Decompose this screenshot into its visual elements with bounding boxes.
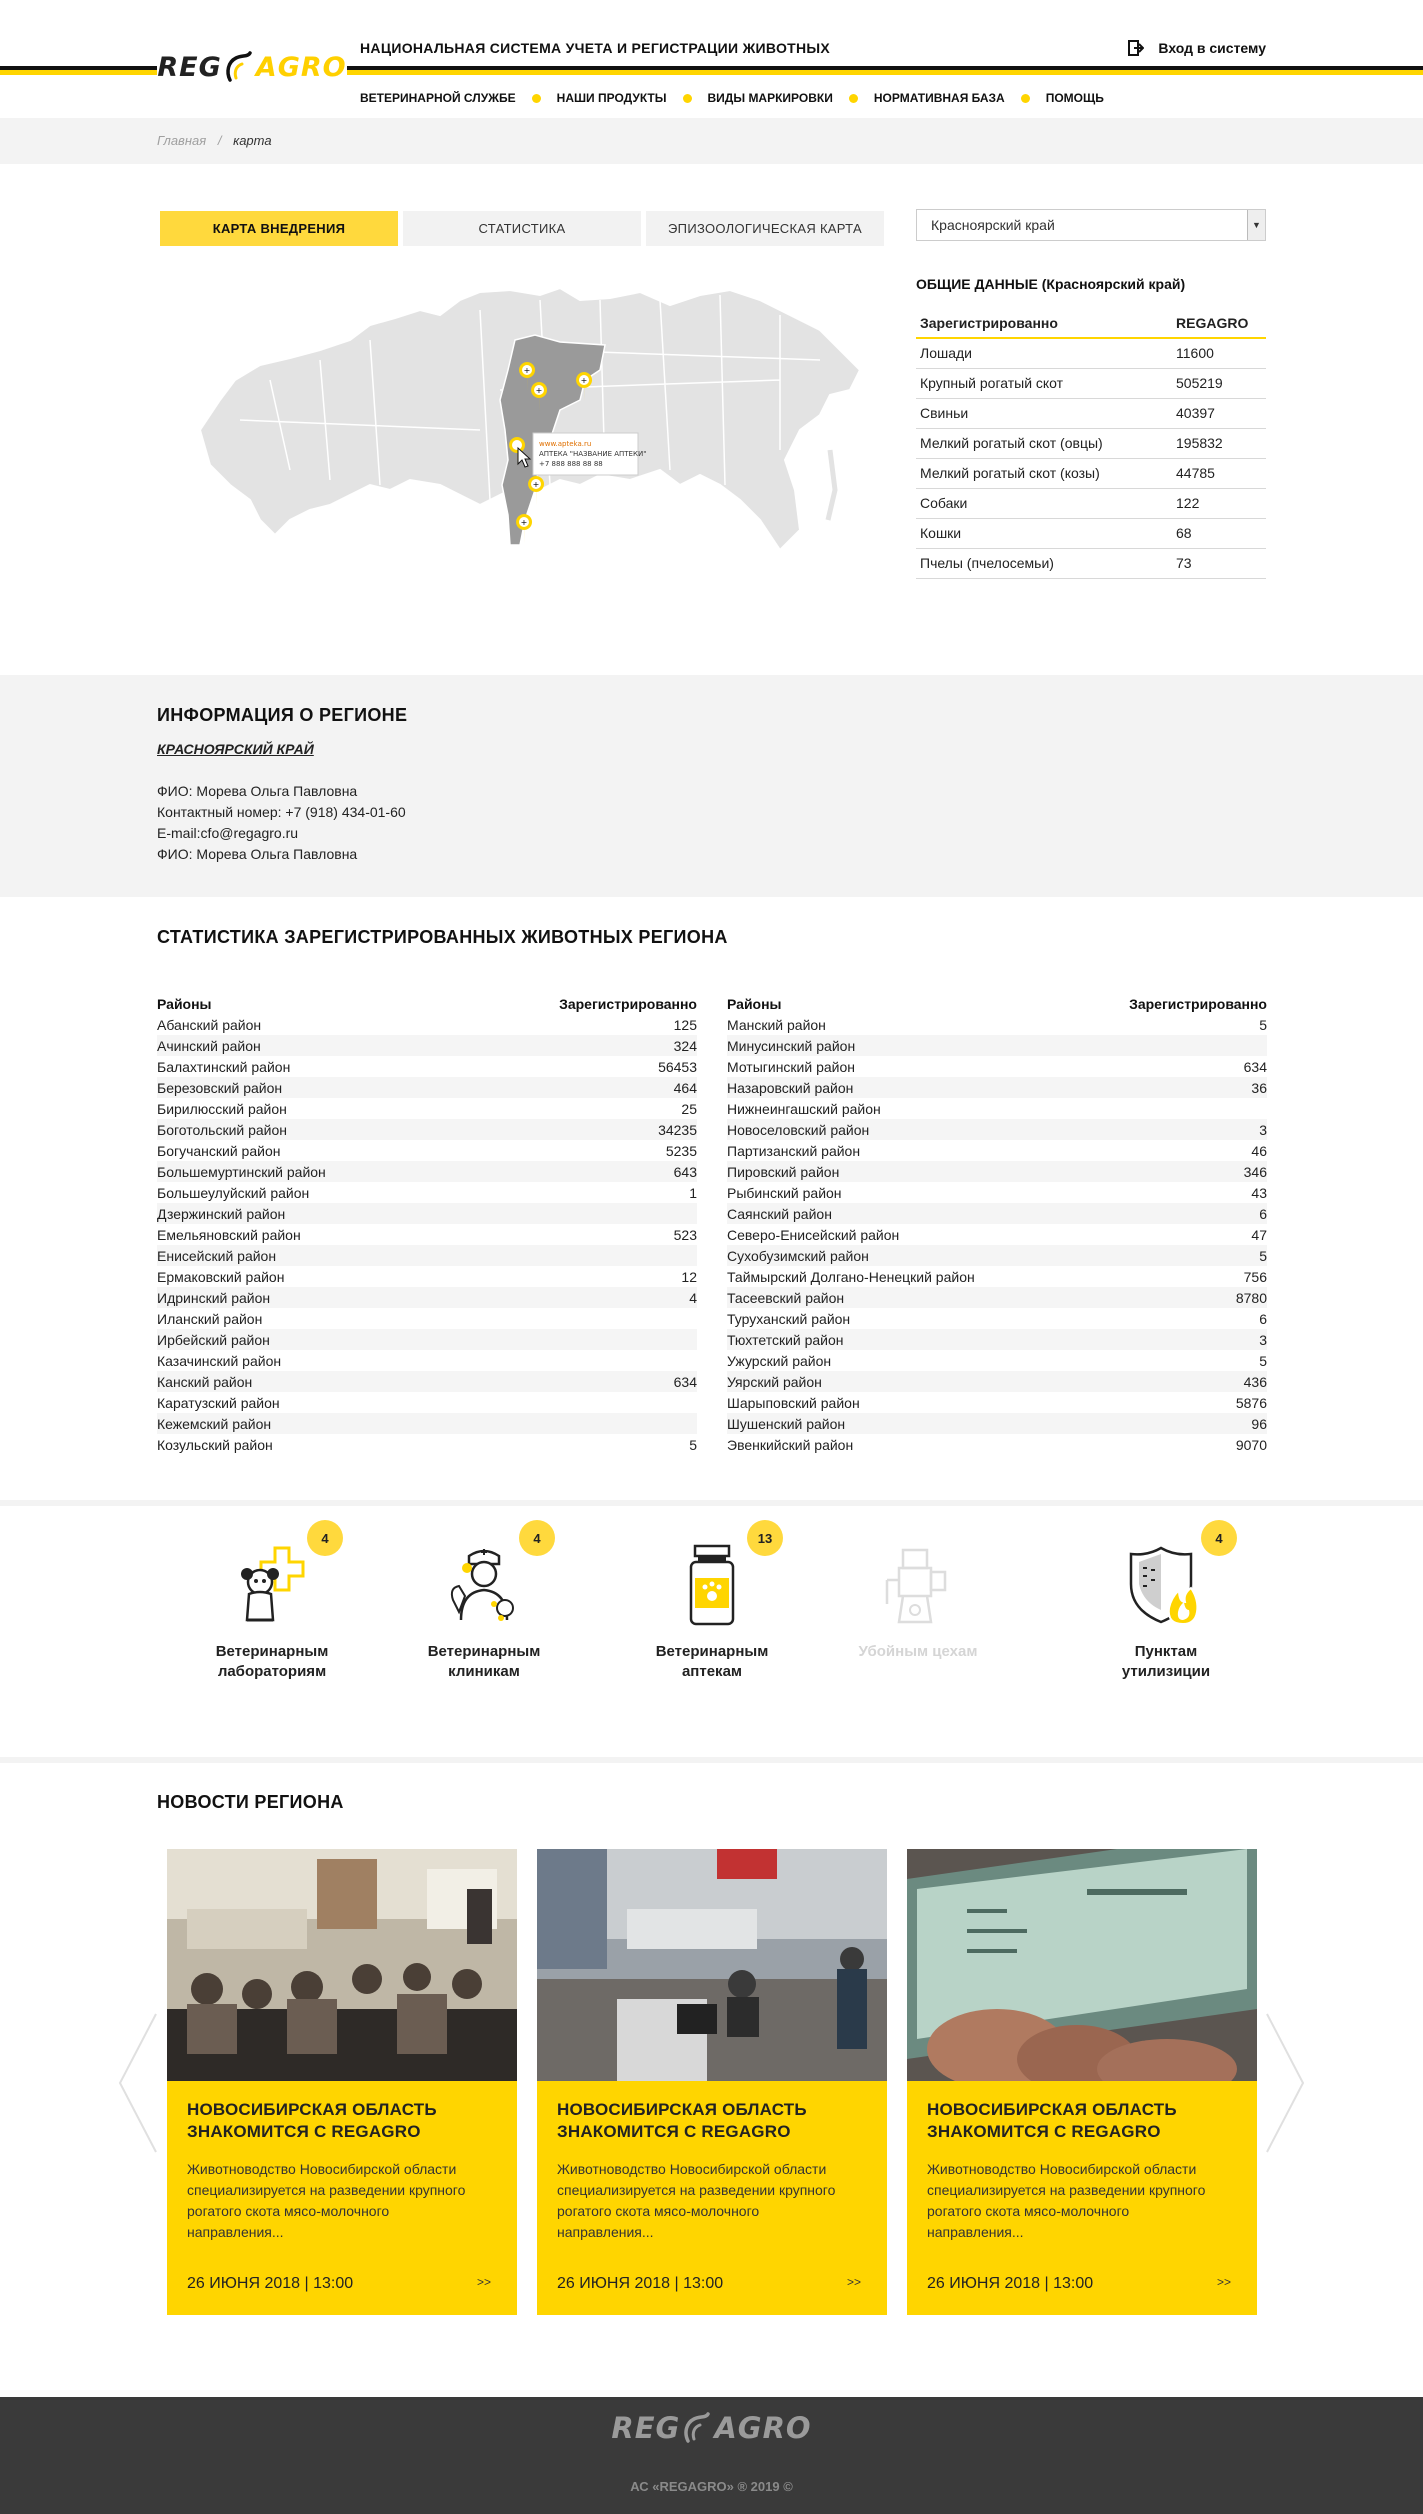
service-label: Ветеринарным — [655, 1643, 769, 1660]
animal-count: 122 — [1172, 488, 1266, 518]
service-label: клиникам — [448, 1663, 520, 1680]
table-row — [727, 1329, 1267, 1350]
service-vet-clinics[interactable] — [384, 1530, 584, 1682]
news-card-text: направления... — [927, 2224, 1024, 2240]
news-card-date: 26 ИЮНЯ 2018 | 13:00 — [927, 2275, 1094, 2292]
table-row — [727, 1098, 1267, 1119]
service-count-badge: 4 — [307, 1520, 343, 1556]
service-disposal-points[interactable] — [1066, 1530, 1266, 1682]
news-card-title: ЗНАКОМИТСЯ С REGAGRO — [927, 2122, 1161, 2141]
table-row — [157, 1035, 697, 1056]
district-count: 5 — [1259, 1016, 1267, 1033]
table-header: Зарегистрированно — [916, 308, 1172, 338]
district-name: Саянский район — [727, 1205, 832, 1222]
table-row — [157, 1266, 697, 1287]
news-card-date: 26 ИЮНЯ 2018 | 13:00 — [187, 2275, 354, 2292]
stats-title: СТАТИСТИКА ЗАРЕГИСТРИРОВАННЫХ ЖИВОТНЫХ РЕГИОНА — [157, 927, 728, 947]
medicine-jar-icon — [667, 1540, 757, 1630]
horn-logo-icon — [682, 2411, 712, 2445]
district-name: Березовский район — [157, 1079, 283, 1096]
footer-logo[interactable] — [0, 2411, 1423, 2445]
table-row — [727, 1014, 1267, 1035]
district-count: 125 — [673, 1016, 697, 1033]
table-row — [157, 1371, 697, 1392]
svg-text:+: + — [580, 376, 588, 385]
district-name: Манский район — [727, 1016, 826, 1033]
district-name: Уярский район — [727, 1373, 822, 1390]
district-count: 3 — [1259, 1121, 1267, 1138]
news-card-title: НОВОСИБИРСКАЯ ОБЛАСТЬ — [927, 2100, 1177, 2119]
contact-phone: Контактный номер: +7 (918) 434-01-60 — [157, 804, 406, 820]
table-row — [727, 1119, 1267, 1140]
table-row — [727, 1077, 1267, 1098]
table-row — [157, 1287, 697, 1308]
news-card[interactable] — [537, 1849, 887, 2315]
animal-type: Пчелы (пчелосемьи) — [916, 548, 1172, 578]
region-select[interactable] — [916, 209, 1266, 241]
district-name: Таймырский Долгано-Ненецкий район — [727, 1268, 975, 1285]
district-name: Минусинский район — [727, 1037, 856, 1054]
district-name: Ермаковский район — [157, 1268, 285, 1285]
district-count: 36 — [1251, 1079, 1267, 1096]
site-title: НАЦИОНАЛЬНАЯ СИСТЕМА УЧЕТА И РЕГИСТРАЦИИ ЖИВОТНЫХ — [360, 40, 831, 56]
district-count: 6 — [1259, 1310, 1267, 1327]
news-card-title: НОВОСИБИРСКАЯ ОБЛАСТЬ — [557, 2100, 807, 2119]
footer-copyright: АС «REGAGRO» ® 2019 © — [630, 2479, 793, 2494]
district-count: 5 — [1259, 1352, 1267, 1369]
district-count: 436 — [1243, 1373, 1267, 1390]
district-count: 5 — [1259, 1247, 1267, 1264]
table-row — [157, 1098, 697, 1119]
table-row — [916, 458, 1266, 488]
animal-count: 11600 — [1172, 338, 1266, 368]
nav-vet-service[interactable]: ВЕТЕРИНАРНОЙ СЛУЖБЕ — [360, 91, 516, 105]
logo[interactable] — [157, 40, 347, 94]
login-icon — [1128, 40, 1144, 56]
table-row — [157, 1413, 697, 1434]
table-row — [916, 428, 1266, 458]
district-count: 5 — [689, 1436, 697, 1453]
district-name: Назаровский район — [727, 1079, 854, 1096]
service-label: Ветеринарным — [215, 1643, 329, 1660]
news-card-text: специализируется на разведении крупного — [557, 2182, 836, 2198]
district-count: 96 — [1251, 1415, 1267, 1432]
animal-count: 44785 — [1172, 458, 1266, 488]
district-count: 56453 — [658, 1058, 697, 1075]
news-photo — [167, 1849, 517, 2081]
service-slaughterhouses — [818, 1540, 1018, 1662]
svg-text:+: + — [535, 386, 543, 395]
animal-count: 68 — [1172, 518, 1266, 548]
district-name: Большемуртинский район — [157, 1163, 326, 1180]
news-card-date: 26 ИЮНЯ 2018 | 13:00 — [557, 2275, 724, 2292]
table-row — [727, 1245, 1267, 1266]
table-row — [916, 338, 1266, 368]
news-card[interactable] — [907, 1849, 1257, 2315]
login-link[interactable] — [1118, 40, 1266, 56]
table-row — [916, 488, 1266, 518]
district-name: Богучанский район — [157, 1142, 281, 1159]
district-name: Боготольский район — [157, 1121, 288, 1138]
district-name: Мотыгинский район — [727, 1058, 855, 1075]
general-data-title: ОБЩИЕ ДАННЫЕ (Красноярский край) — [916, 276, 1186, 292]
table-row — [727, 1056, 1267, 1077]
table-row — [157, 1434, 697, 1455]
news-photo — [907, 1849, 1257, 2081]
table-row — [157, 1182, 697, 1203]
district-name: Нижнеингашский район — [727, 1100, 881, 1117]
news-card-text: Животноводство Новосибирской области — [557, 2161, 827, 2177]
animal-type: Кошки — [916, 518, 1172, 548]
district-name: Идринский район — [157, 1289, 271, 1306]
animal-type: Свиньи — [916, 398, 1172, 428]
breadcrumb-separator: / — [217, 133, 222, 148]
table-row — [916, 548, 1266, 578]
site-header — [0, 0, 1423, 118]
district-count: 1 — [689, 1184, 697, 1201]
table-row — [157, 1203, 697, 1224]
district-count: 756 — [1243, 1268, 1267, 1285]
service-vet-labs[interactable] — [172, 1530, 372, 1682]
stats-header — [157, 993, 697, 1014]
table-row — [157, 1056, 697, 1077]
table-row — [157, 1245, 697, 1266]
district-name: Емельяновский район — [157, 1226, 301, 1243]
table-row — [157, 1014, 697, 1035]
district-count: 9070 — [1235, 1436, 1267, 1453]
table-row — [727, 1413, 1267, 1434]
table-row — [916, 398, 1266, 428]
animal-type: Крупный рогатый скот — [916, 368, 1172, 398]
lab-dog-icon — [227, 1540, 317, 1630]
service-vet-pharmacies[interactable] — [612, 1530, 812, 1682]
stats-column-left — [157, 993, 697, 1455]
service-label: Пунктам — [1134, 1643, 1198, 1660]
table-row — [727, 1224, 1267, 1245]
district-name: Тюхтетский район — [727, 1331, 844, 1348]
table-row — [157, 1077, 697, 1098]
news-card-text: направления... — [557, 2224, 654, 2240]
shield-fire-icon — [1121, 1540, 1211, 1630]
district-count: 6 — [1259, 1205, 1267, 1222]
district-count: 47 — [1251, 1226, 1267, 1243]
district-name: Шушенский район — [727, 1415, 846, 1432]
district-name: Бирилюсский район — [157, 1100, 287, 1117]
table-row — [727, 1266, 1267, 1287]
site-footer — [0, 2397, 1423, 2514]
district-name: Иланский район — [157, 1310, 263, 1327]
nav-marking[interactable]: ВИДЫ МАРКИРОВКИ — [707, 91, 833, 105]
district-count: 324 — [673, 1037, 697, 1054]
news-card[interactable] — [167, 1849, 517, 2315]
district-name: Рыбинский район — [727, 1184, 842, 1201]
district-count: 643 — [673, 1163, 697, 1180]
table-row — [157, 1224, 697, 1245]
breadcrumb-current: карта — [233, 133, 272, 148]
district-count: 5235 — [665, 1142, 697, 1159]
footer-logo-text-agro: AGRO — [714, 2411, 812, 2445]
breadcrumb — [0, 118, 1423, 164]
table-row — [157, 1308, 697, 1329]
col-registered: Зарегистрированно — [1129, 995, 1267, 1012]
news-card-title: НОВОСИБИРСКАЯ ОБЛАСТЬ — [187, 2100, 437, 2119]
table-row — [727, 1392, 1267, 1413]
region-select-value: Красноярский край — [931, 217, 1055, 233]
district-name: Тасеевский район — [727, 1289, 845, 1306]
district-count: 12 — [681, 1268, 697, 1285]
district-name: Ужурский район — [727, 1352, 832, 1369]
news-card-text: специализируется на разведении крупного — [927, 2182, 1206, 2198]
district-count: 34235 — [658, 1121, 697, 1138]
service-label: Ветеринарным — [427, 1643, 541, 1660]
table-row — [727, 1203, 1267, 1224]
nav-dot — [1021, 94, 1030, 103]
news-card-text: рогатого скота мясо-молочного — [927, 2203, 1130, 2219]
vet-doctor-icon — [439, 1540, 529, 1630]
region-info-title: ИНФОРМАЦИЯ О РЕГИОНЕ — [157, 705, 408, 725]
animal-count: 73 — [1172, 548, 1266, 578]
news-card-title: ЗНАКОМИТСЯ С REGAGRO — [557, 2122, 791, 2141]
district-name: Новоселовский район — [727, 1121, 870, 1138]
animal-count: 195832 — [1172, 428, 1266, 458]
table-row — [727, 1161, 1267, 1182]
district-name: Кежемский район — [157, 1415, 272, 1432]
district-name: Козульский район — [157, 1436, 273, 1453]
news-card-text: направления... — [187, 2224, 284, 2240]
district-name: Северо-Енисейский район — [727, 1226, 900, 1243]
service-label: аптекам — [681, 1663, 743, 1680]
news-card-title: ЗНАКОМИТСЯ С REGAGRO — [187, 2122, 421, 2141]
nav-dot — [532, 94, 541, 103]
district-count: 634 — [1243, 1058, 1267, 1075]
table-row — [157, 1329, 697, 1350]
district-name: Абанский район — [157, 1016, 262, 1033]
tab-statistics[interactable]: СТАТИСТИКА — [403, 211, 641, 246]
news-card-text: Животноводство Новосибирской области — [187, 2161, 457, 2177]
table-row — [727, 1182, 1267, 1203]
table-row — [727, 1371, 1267, 1392]
service-label: лабораториям — [217, 1663, 327, 1680]
nav-dot — [683, 94, 692, 103]
footer-logo-text-reg: REG — [611, 2411, 681, 2445]
chevron-left-icon[interactable] — [116, 2010, 160, 2156]
table-row — [916, 518, 1266, 548]
read-more-link[interactable]: >> — [476, 2275, 491, 2289]
meat-grinder-icon — [873, 1540, 963, 1630]
animal-type: Мелкий рогатый скот (козы) — [916, 458, 1172, 488]
district-name: Казачинский район — [157, 1352, 282, 1369]
nav-dot — [849, 94, 858, 103]
table-row — [157, 1161, 697, 1182]
tooltip-url: www.apteka.ru — [539, 440, 592, 448]
district-count: 346 — [1243, 1163, 1267, 1180]
section-divider — [0, 1757, 1423, 1763]
animal-count: 505219 — [1172, 368, 1266, 398]
service-label: Убойным цехам — [858, 1643, 978, 1660]
animal-type: Лошади — [916, 338, 1172, 368]
animal-count: 40397 — [1172, 398, 1266, 428]
map-tabs — [160, 211, 884, 246]
contact-name: ФИО: Морева Ольга Павловна — [157, 783, 358, 799]
service-count-badge: 4 — [1201, 1520, 1237, 1556]
district-count: 3 — [1259, 1331, 1267, 1348]
district-name: Канский район — [157, 1373, 253, 1390]
district-count: 43 — [1251, 1184, 1267, 1201]
animal-type: Собаки — [916, 488, 1172, 518]
main-nav — [356, 91, 1108, 105]
logo-text-reg: REG — [157, 51, 222, 83]
service-count-badge: 4 — [519, 1520, 555, 1556]
table-row — [727, 1350, 1267, 1371]
district-count: 523 — [673, 1226, 697, 1243]
district-count: 464 — [673, 1079, 697, 1096]
news-photo — [537, 1849, 887, 2081]
svg-text:+: + — [532, 480, 540, 489]
general-data-table — [916, 308, 1266, 579]
col-registered: Зарегистрированно — [559, 995, 697, 1012]
logo-text-agro: AGRO — [255, 51, 347, 83]
region-info-section — [0, 675, 1423, 897]
district-name: Каратузский район — [157, 1394, 280, 1411]
login-label: Вход в систему — [1158, 40, 1266, 56]
table-row — [727, 1287, 1267, 1308]
stats-column-right — [727, 993, 1267, 1455]
map-tooltip — [533, 433, 646, 475]
district-name: Дзержинский район — [157, 1205, 286, 1222]
animal-type: Мелкий рогатый скот (овцы) — [916, 428, 1172, 458]
table-row — [916, 368, 1266, 398]
chevron-right-icon[interactable] — [1263, 2010, 1307, 2156]
news-title: НОВОСТИ РЕГИОНА — [157, 1792, 344, 1812]
sakhalin-island — [828, 450, 835, 520]
table-header: REGAGRO — [1172, 308, 1266, 338]
section-divider — [0, 1500, 1423, 1506]
district-name: Ирбейский район — [157, 1331, 270, 1348]
col-district: Районы — [157, 995, 212, 1012]
district-name: Енисейский район — [157, 1247, 277, 1264]
horn-logo-icon — [224, 50, 254, 84]
stats-header — [727, 993, 1267, 1014]
nav-products[interactable]: НАШИ ПРОДУКТЫ — [556, 91, 667, 105]
district-count: 25 — [681, 1100, 697, 1117]
table-row — [727, 1308, 1267, 1329]
svg-text:+: + — [520, 518, 528, 527]
tab-epizootic-map[interactable]: ЭПИЗООЛОГИЧЕСКАЯ КАРТА — [646, 211, 884, 246]
read-more-link[interactable]: >> — [846, 2275, 861, 2289]
breadcrumb-home[interactable]: Главная — [157, 133, 207, 148]
table-row — [157, 1350, 697, 1371]
tooltip-name: АПТЕКА "НАЗВАНИЕ АПТЕКИ" — [539, 450, 647, 458]
district-name: Сухобузимский район — [727, 1247, 869, 1264]
district-count: 4 — [689, 1289, 697, 1306]
news-card-text: рогатого скота мясо-молочного — [187, 2203, 390, 2219]
contact-name: ФИО: Морева Ольга Павловна — [157, 846, 358, 862]
district-name: Партизанский район — [727, 1142, 861, 1159]
table-row — [157, 1392, 697, 1413]
table-row — [727, 1434, 1267, 1455]
nav-help[interactable]: ПОМОЩЬ — [1045, 91, 1104, 105]
col-district: Районы — [727, 995, 782, 1012]
district-count: 634 — [673, 1373, 697, 1390]
district-name: Ачинский район — [157, 1037, 261, 1054]
service-count-badge: 13 — [747, 1520, 783, 1556]
table-row — [157, 1119, 697, 1140]
table-row — [727, 1140, 1267, 1161]
tooltip-phone: +7 888 888 88 88 — [539, 460, 603, 468]
tab-implementation-map[interactable]: КАРТА ВНЕДРЕНИЯ — [160, 211, 398, 246]
svg-text:+: + — [523, 366, 531, 375]
chevron-down-icon[interactable]: ▼ — [1247, 210, 1265, 240]
news-card-text: специализируется на разведении крупного — [187, 2182, 466, 2198]
district-count: 46 — [1251, 1142, 1267, 1159]
district-name: Большеулуйский район — [157, 1184, 310, 1201]
news-card-text: Животноводство Новосибирской области — [927, 2161, 1197, 2177]
table-row — [727, 1035, 1267, 1056]
news-card-text: рогатого скота мясо-молочного — [557, 2203, 760, 2219]
district-name: Туруханский район — [727, 1310, 851, 1327]
read-more-link[interactable]: >> — [1216, 2275, 1231, 2289]
district-name: Пировский район — [727, 1163, 840, 1180]
service-label: утилизиции — [1121, 1663, 1211, 1680]
nav-regulations[interactable]: НОРМАТИВНАЯ БАЗА — [873, 91, 1005, 105]
table-row — [157, 1140, 697, 1161]
contact-email: E-mail:cfo@regagro.ru — [157, 825, 299, 841]
district-name: Шарыповский район — [727, 1394, 860, 1411]
district-name: Балахтинский район — [157, 1058, 291, 1075]
region-name-link[interactable]: КРАСНОЯРСКИЙ КРАЙ — [157, 741, 314, 757]
district-name: Эвенкийский район — [727, 1436, 854, 1453]
district-count: 8780 — [1235, 1289, 1267, 1306]
district-count: 5876 — [1235, 1394, 1267, 1411]
russia-map[interactable] — [180, 270, 870, 625]
